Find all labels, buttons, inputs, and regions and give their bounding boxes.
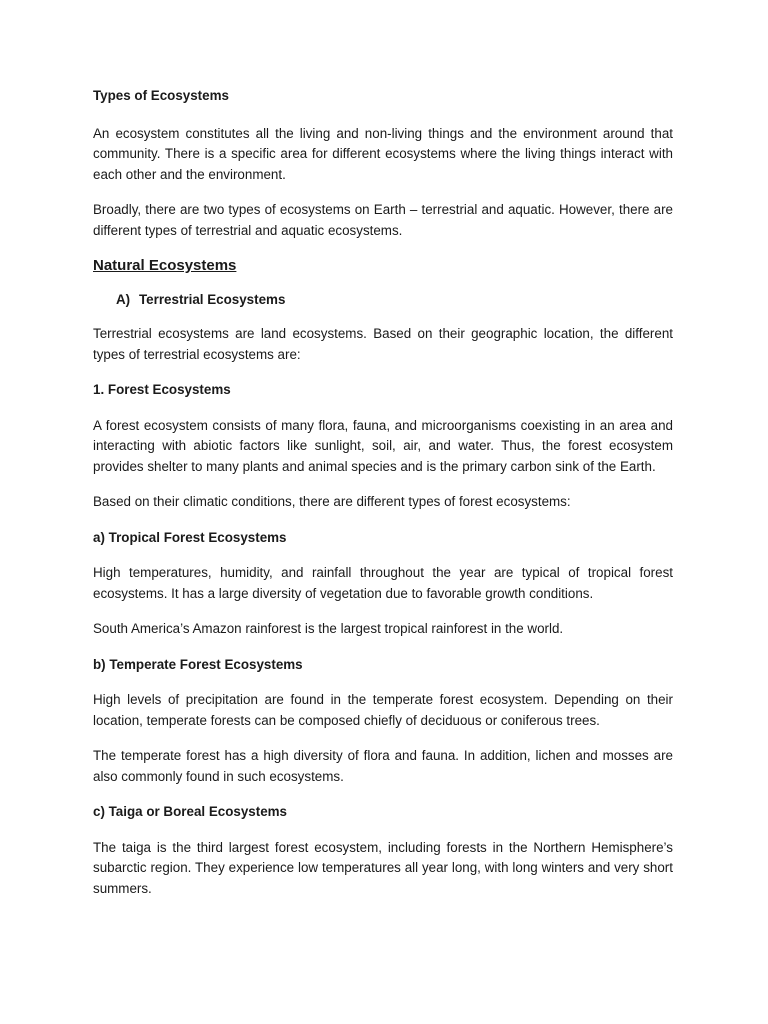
terrestrial-paragraph: Terrestrial ecosystems are land ecosystems. Based on their geographic location, the different types of terrestrial ecosystems are:: [93, 326, 673, 362]
forest-paragraph: Based on their climatic conditions, there are different types of forest ecosystems:: [93, 494, 571, 509]
section-heading-natural-ecosystems: Natural Ecosystems: [93, 257, 237, 274]
tropical-paragraph: South America’s Amazon rainforest is the largest tropical rainforest in the world.: [93, 621, 564, 636]
intro-paragraph: An ecosystem constitutes all the living and non-living things and the environment around that community. There is a specific area for different ecosystems where the living things interact with each other and the environment.: [93, 125, 673, 182]
subsection-title: Terrestrial Ecosystems: [139, 291, 286, 307]
subsection-heading-terrestrial: [116, 290, 673, 311]
document-title: Types of Ecosystems: [93, 88, 229, 103]
temperate-paragraph: The temperate forest has a high diversity of flora and fauna. In addition, lichen and mosses are also commonly found in such ecosystems.: [93, 748, 673, 784]
forest-paragraph: A forest ecosystem consists of many flora, fauna, and microorganisms coexisting in an area and interacting with abiotic factors like sunlight, soil, air, and water. Thus, the forest ecosystem provides shelter to many plants and animal species and is the primary carbon sink of the Earth.: [93, 417, 673, 474]
forest-heading: 1. Forest Ecosystems: [93, 382, 231, 397]
document-page: [93, 86, 673, 914]
intro-paragraph: Broadly, there are two types of ecosystems on Earth – terrestrial and aquatic. However, there are different types of terrestrial and aquatic ecosystems.: [93, 202, 673, 238]
temperate-heading: b) Temperate Forest Ecosystems: [93, 656, 303, 672]
taiga-heading: c) Taiga or Boreal Ecosystems: [93, 804, 287, 819]
subsection-letter: A): [116, 291, 131, 307]
tropical-paragraph: High temperatures, humidity, and rainfall throughout the year are typical of tropical forest ecosystems. It has a large diversity of vegetation due to favorable growth conditions.: [93, 565, 673, 601]
tropical-heading: a) Tropical Forest Ecosystems: [93, 529, 287, 545]
temperate-paragraph: High levels of precipitation are found in the temperate forest ecosystem. Depending on their location, temperate forests can be composed chiefly of deciduous or coniferous trees.: [93, 692, 673, 728]
taiga-paragraph: The taiga is the third largest forest ecosystem, including forests in the Northern Hemisphere’s subarctic region. They experience low temperatures all year long, with long winters and very short summers.: [93, 839, 673, 896]
